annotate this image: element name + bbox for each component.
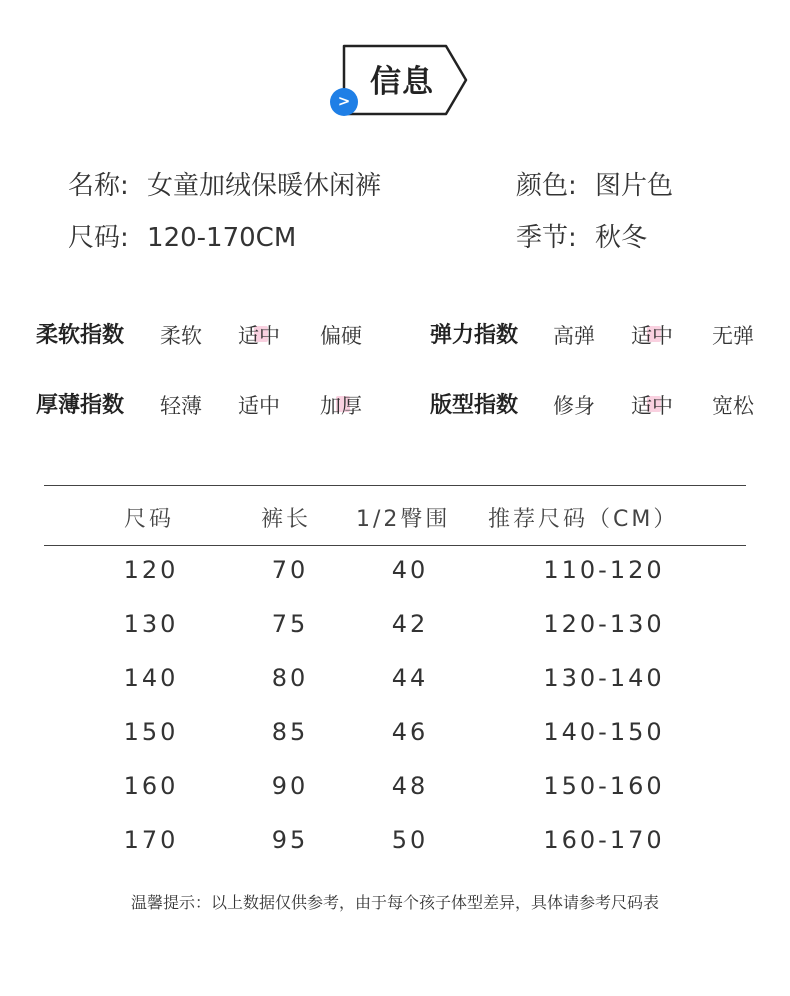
- color-label: 颜色:: [516, 171, 577, 201]
- index-option: 柔软: [160, 324, 202, 348]
- name-label: 名称:: [68, 171, 129, 201]
- size-label: 尺码:: [68, 223, 129, 253]
- cell-size: 140: [123, 664, 179, 692]
- index-option-selected: 适中: [238, 320, 280, 350]
- size-value: 120-170CM: [147, 223, 297, 253]
- cell-length: 85: [271, 718, 309, 746]
- index-label: 柔软指数: [36, 323, 125, 348]
- index-label: 弹力指数: [430, 323, 519, 348]
- index-option: 适中: [238, 394, 280, 418]
- cell-size: 170: [123, 826, 179, 854]
- cell-recommended: 160-170: [543, 826, 665, 854]
- section-header-tag: [320, 42, 470, 120]
- cell-hip: 46: [391, 718, 429, 746]
- table-header-rule: [44, 545, 746, 546]
- header-recommended: 推荐尺码（CM）: [488, 507, 679, 532]
- name-value: 女童加绒保暖休闲裤: [147, 171, 382, 201]
- index-option: 轻薄: [160, 394, 202, 418]
- header-hip: 1/2臀围: [356, 507, 451, 532]
- cell-recommended: 110-120: [543, 556, 665, 584]
- cell-length: 90: [271, 772, 309, 800]
- index-label: 版型指数: [430, 393, 519, 418]
- cell-recommended: 130-140: [543, 664, 665, 692]
- product-color: [516, 165, 673, 202]
- product-season: [516, 217, 647, 254]
- index-option-selected: 加厚: [320, 390, 362, 420]
- cell-length: 70: [271, 556, 309, 584]
- index-label: 厚薄指数: [36, 393, 125, 418]
- index-option-selected: 适中: [631, 390, 673, 420]
- product-size: [68, 217, 296, 254]
- product-name: [68, 165, 381, 202]
- index-option-selected: 适中: [631, 320, 673, 350]
- cell-hip: 40: [391, 556, 429, 584]
- cell-length: 75: [271, 610, 309, 638]
- header-length: 裤长: [261, 507, 312, 532]
- section-title: 信息: [370, 64, 434, 100]
- cell-hip: 44: [391, 664, 429, 692]
- index-option: 高弹: [553, 324, 595, 348]
- cell-hip: 42: [391, 610, 429, 638]
- cell-recommended: 120-130: [543, 610, 665, 638]
- header-size: 尺码: [124, 507, 175, 532]
- index-option: 无弹: [712, 324, 754, 348]
- cell-size: 120: [123, 556, 179, 584]
- index-option: 宽松: [712, 394, 754, 418]
- season-value: 秋冬: [595, 223, 648, 253]
- cell-recommended: 150-160: [543, 772, 665, 800]
- cell-size: 130: [123, 610, 179, 638]
- cell-hip: 50: [391, 826, 429, 854]
- chevron-right-icon: >: [330, 88, 358, 116]
- table-top-rule: [44, 485, 746, 486]
- cell-size: 150: [123, 718, 179, 746]
- season-label: 季节:: [516, 223, 577, 253]
- index-option: 修身: [553, 394, 595, 418]
- color-value: 图片色: [595, 171, 674, 201]
- cell-recommended: 140-150: [543, 718, 665, 746]
- cell-length: 95: [271, 826, 309, 854]
- cell-length: 80: [271, 664, 309, 692]
- size-tip-note: 温馨提示：以上数据仅供参考，由于每个孩子体型差异，具体请参考尺码表: [130, 893, 659, 912]
- cell-hip: 48: [391, 772, 429, 800]
- index-option: 偏硬: [320, 324, 362, 348]
- cell-size: 160: [123, 772, 179, 800]
